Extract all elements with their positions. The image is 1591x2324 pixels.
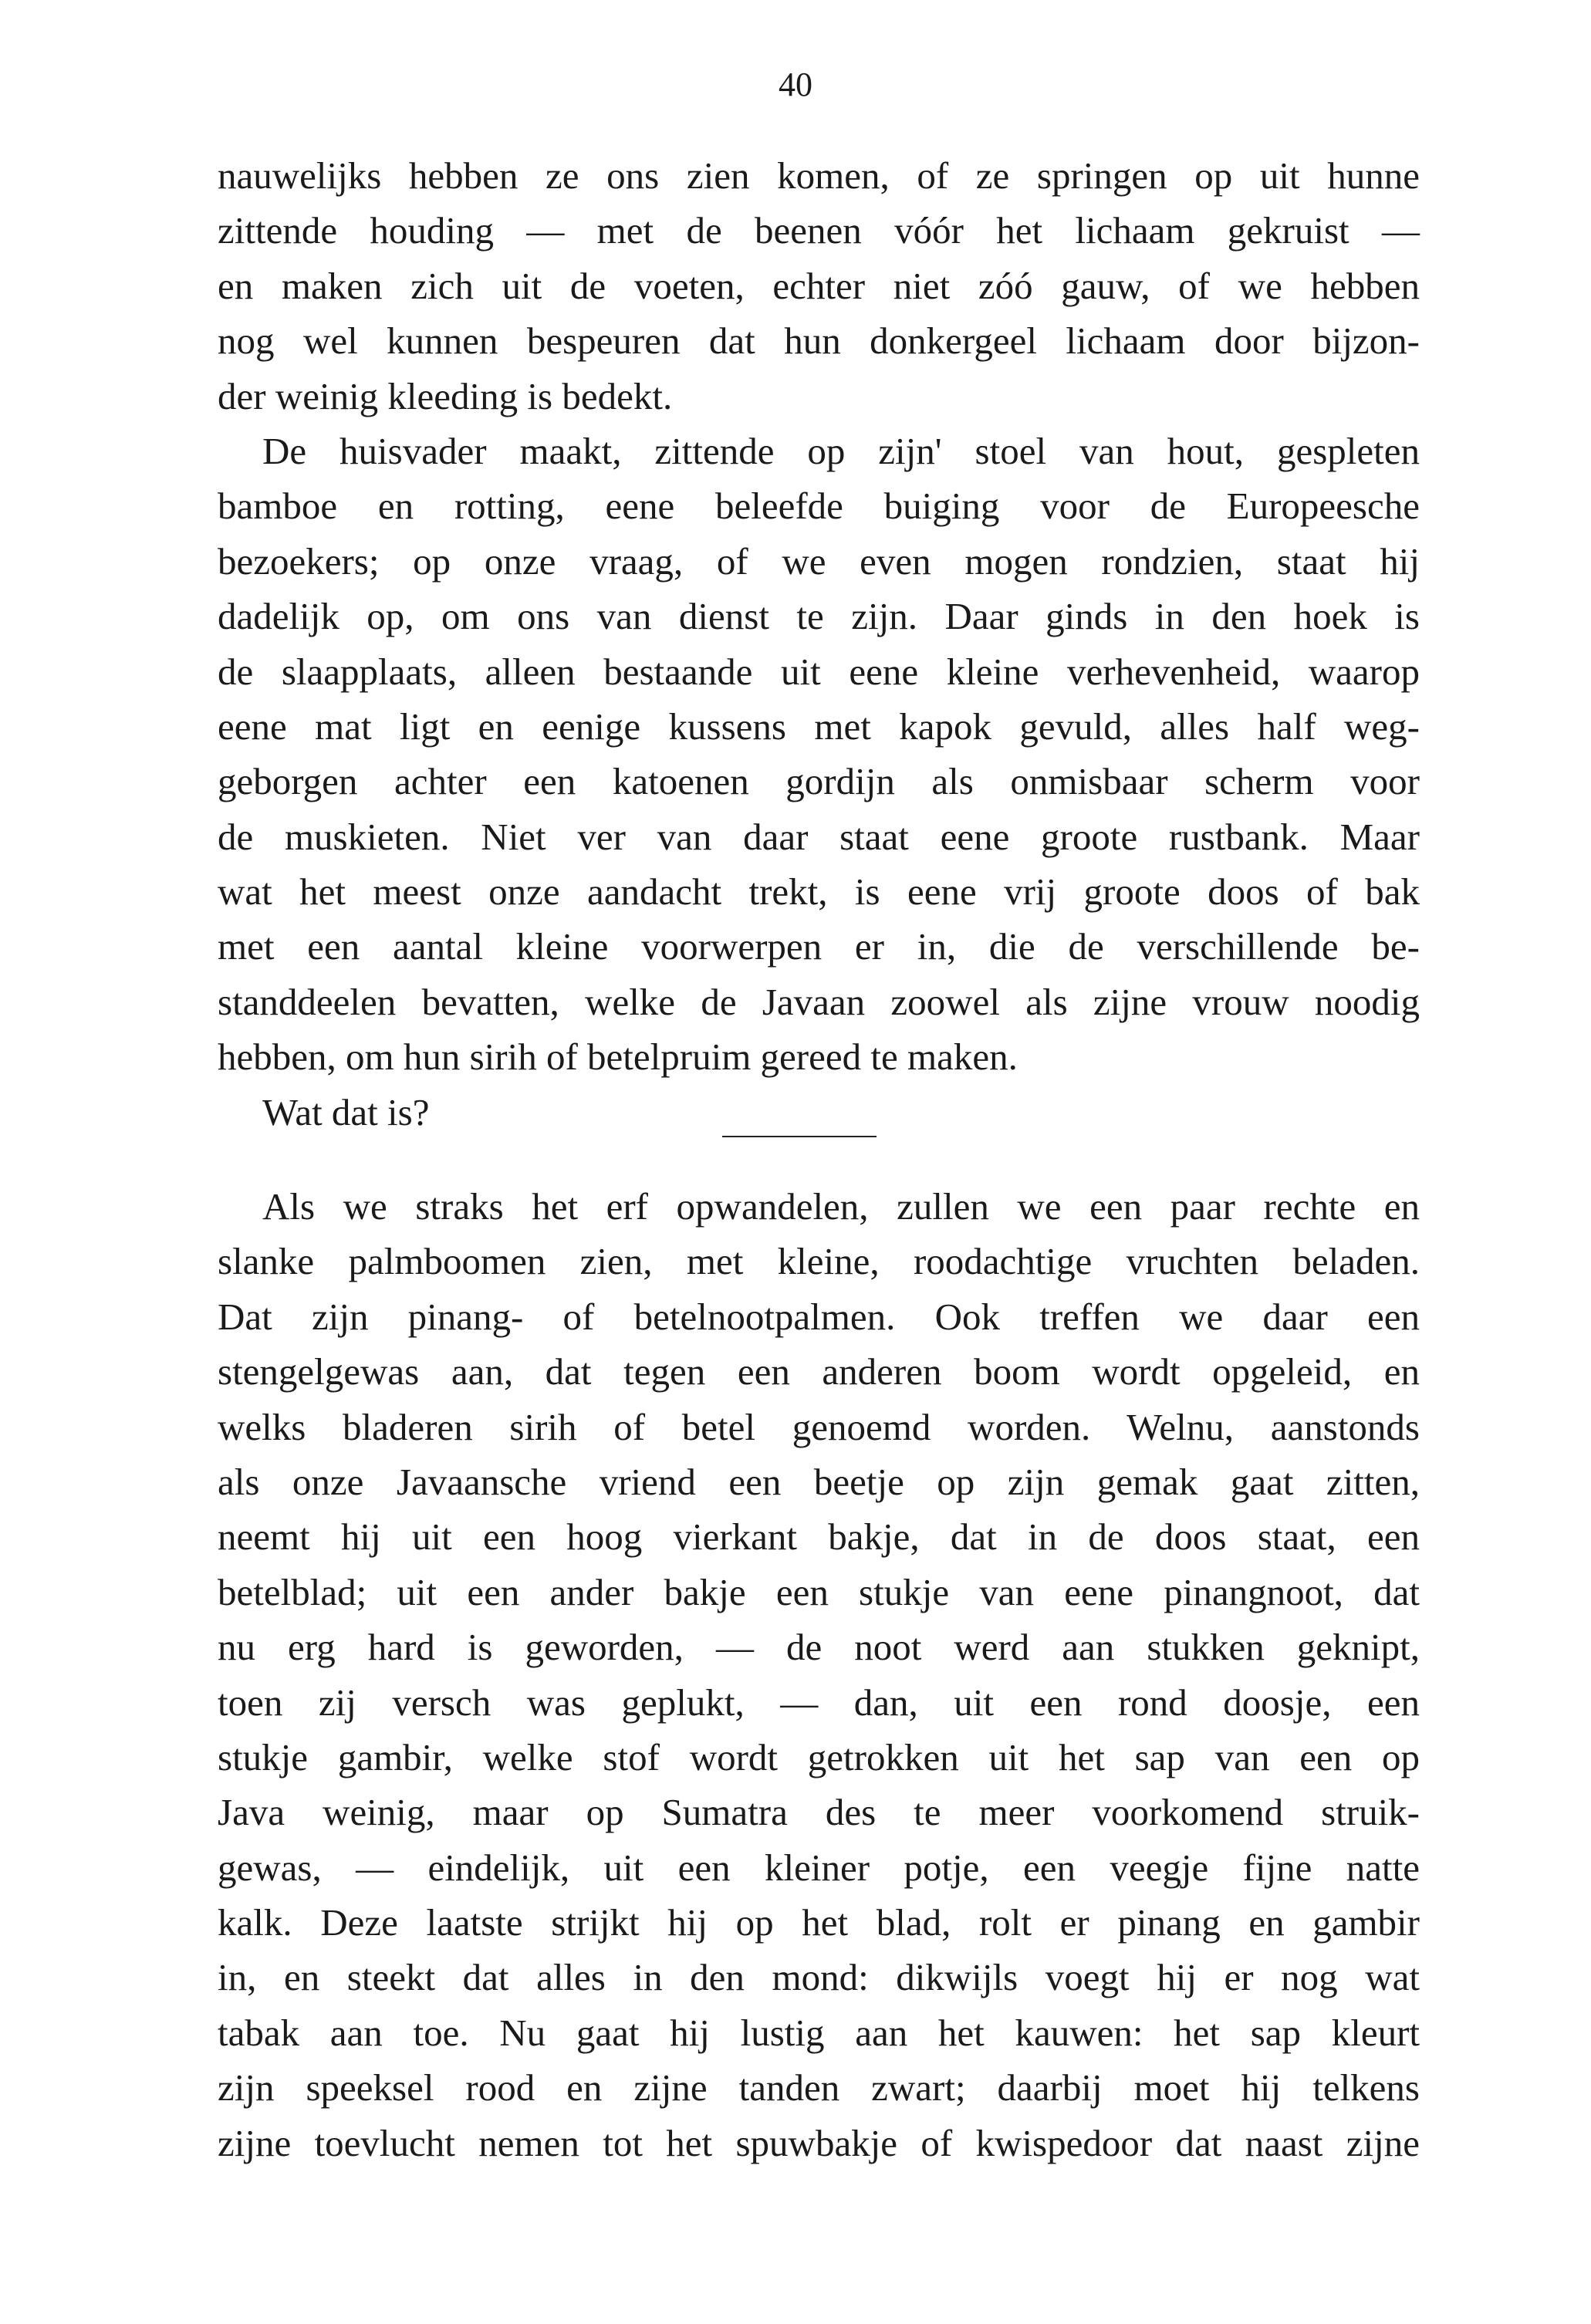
text-line: Wat dat is?: [262, 1090, 430, 1133]
text-line: nu erg hard is geworden, — de noot werd aan stukken geknipt,: [218, 1626, 1420, 1669]
text-line: Als we straks het erf opwandelen, zullen we een paar rechte en: [262, 1185, 1420, 1228]
text-line: neemt hij uit een hoog vierkant bakje, dat in de doos staat, een: [218, 1515, 1420, 1559]
text-line: de muskieten. Niet ver van daar staat eene groote rustbank. Maar: [218, 815, 1420, 858]
text-line: standdeelen bevatten, welke de Javaan zoowel als zijne vrouw noodig: [218, 980, 1420, 1023]
text-line: zijne toevlucht nemen tot het spuwbakje of kwispedoor dat naast zijne: [218, 2121, 1420, 2164]
text-line: eene mat ligt en eenige kussens met kapok gevuld, alles half weg-: [218, 704, 1420, 748]
text-line: dadelijk op, om ons van dienst te zijn. Daar ginds in den hoek is: [218, 595, 1420, 638]
text-line: kalk. Deze laatste strijkt hij op het blad, rolt er pinang en gambir: [218, 1901, 1420, 1944]
text-line: bamboe en rotting, eene beleefde buiging voor de Europeesche: [218, 485, 1420, 528]
text-line: Dat zijn pinang- of betelnootpalmen. Ook treffen we daar een: [218, 1295, 1420, 1338]
section-divider: [722, 1136, 877, 1137]
text-line: tabak aan toe. Nu gaat hij lustig aan het kauwen: het sap kleurt: [218, 2011, 1420, 2054]
text-line: De huisvader maakt, zittende op zijn' stoel van hout, gespleten: [262, 429, 1420, 472]
text-line: nog wel kunnen bespeuren dat hun donkergeel lichaam door bijzon-: [218, 319, 1420, 363]
text-line: Java weinig, maar op Sumatra des te meer voorkomend struik-: [218, 1791, 1420, 1834]
text-line: in, en steekt dat alles in den mond: dikwijls voegt hij er nog wat: [218, 1956, 1420, 1999]
text-line: der weinig kleeding is bedekt.: [218, 374, 673, 417]
text-line: wat het meest onze aandacht trekt, is eene vrij groote doos of bak: [218, 870, 1420, 914]
text-line: toen zij versch was geplukt, — dan, uit een rond doosje, een: [218, 1681, 1420, 1724]
text-line: hebben, om hun sirih of betelpruim gereed te maken.: [218, 1035, 1018, 1079]
text-line: betelblad; uit een ander bakje een stukje van eene pinangnoot, dat: [218, 1570, 1420, 1613]
paragraph-block-2: [218, 1179, 1420, 2170]
text-line: als onze Javaansche vriend een beetje op zijn gemak gaat zitten,: [218, 1460, 1420, 1503]
text-line: stengelgewas aan, dat tegen een anderen boom wordt opgeleid, en: [218, 1350, 1420, 1393]
text-line: bezoekers; op onze vraag, of we even mogen rondzien, staat hij: [218, 539, 1420, 583]
text-line: geborgen achter een katoenen gordijn als onmisbaar scherm voor: [218, 760, 1420, 803]
text-line: de slaapplaats, alleen bestaande uit eene kleine verhevenheid, waarop: [218, 650, 1420, 693]
text-line: welks bladeren sirih of betel genoemd worden. Welnu, aanstonds: [218, 1405, 1420, 1448]
text-line: stukje gambir, welke stof wordt getrokken uit het sap van een op: [218, 1735, 1420, 1778]
paragraph-block-1: [218, 148, 1420, 1140]
text-line: zittende houding — met de beenen vóór het lichaam gekruist —: [218, 209, 1420, 252]
text-line: zijn speeksel rood en zijne tanden zwart; daarbij moet hij telkens: [218, 2066, 1420, 2110]
text-line: gewas, — eindelijk, uit een kleiner potje, een veegje fijne natte: [218, 1846, 1420, 1889]
page-number: 40: [779, 66, 812, 103]
text-line: met een aantal kleine voorwerpen er in, die de verschillende be-: [218, 925, 1420, 968]
text-line: en maken zich uit de voeten, echter niet zóó gauw, of we hebben: [218, 264, 1420, 307]
text-line: slanke palmboomen zien, met kleine, roodachtige vruchten beladen.: [218, 1240, 1420, 1283]
text-line: nauwelijks hebben ze ons zien komen, of ze springen op uit hunne: [218, 154, 1420, 197]
